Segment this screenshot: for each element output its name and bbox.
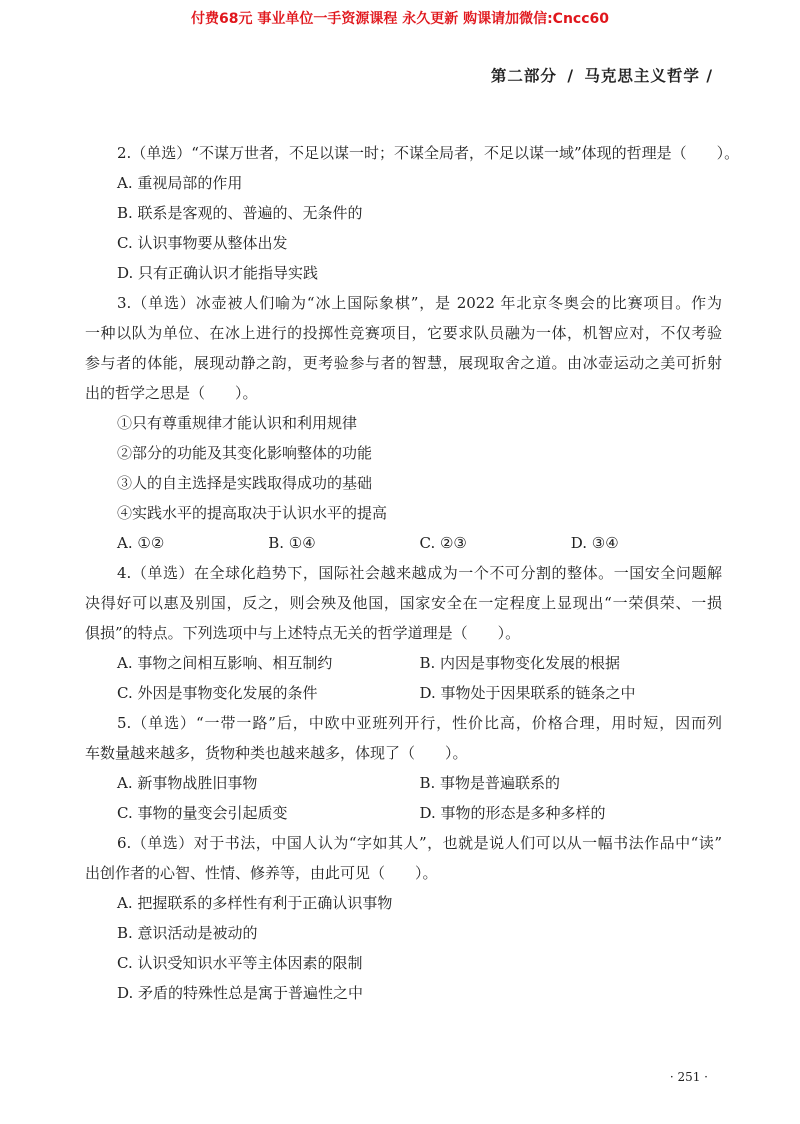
question-4 (85, 558, 722, 708)
option-row (117, 528, 722, 558)
question-stem: 2.（单选）“不谋万世者，不足以谋一时；不谋全局者，不足以谋一域”体现的哲理是（ ）。 (117, 144, 740, 162)
option-c: C. ②③ (419, 534, 467, 552)
page-number: · 251 · (669, 1070, 708, 1084)
option-d: D. 矛盾的特殊性总是寓于普遍性之中 (117, 984, 364, 1002)
question-2 (117, 138, 740, 288)
question-stem: 车数量越来越多，货物种类也越来越多，体现了（ ）。 (85, 744, 468, 762)
option-b: B. 联系是客观的、普遍的、无条件的 (117, 204, 363, 222)
question-stem: 决得好可以惠及别国，反之，则会殃及他国，国家安全在一定程度上显现出“一荣俱荣、一损 (85, 594, 722, 612)
option-row (117, 768, 722, 798)
option-b: B. ①④ (268, 534, 316, 552)
question-stem: 俱损”的特点。下列选项中与上述特点无关的哲学道理是（ ）。 (85, 624, 521, 642)
part-label: 第二部分 (490, 66, 557, 85)
statement-4: ④实践水平的提高取决于认识水平的提高 (117, 504, 388, 522)
option-d: D. 事物的形态是多种多样的 (419, 804, 606, 822)
option-row (117, 678, 722, 708)
question-stem: 6.（单选）对于书法，中国人认为“字如其人”，也就是说人们可以从一幅书法作品中“读” (117, 834, 722, 852)
option-d: D. ③④ (570, 534, 619, 552)
statement-1: ①只有尊重规律才能认识和利用规律 (117, 414, 358, 432)
section-header (491, 64, 713, 86)
option-c: C. 事物的量变会引起质变 (117, 804, 288, 822)
question-stem: 一种以队为单位、在冰上进行的投掷性竞赛项目，它要求队员融为一体，机智应对，不仅考验 (85, 324, 722, 342)
option-a: A. 把握联系的多样性有利于正确认识事物 (117, 894, 393, 912)
statement-2: ②部分的功能及其变化影响整体的功能 (117, 444, 373, 462)
option-d: D. 只有正确认识才能指导实践 (117, 264, 319, 282)
question-5 (85, 708, 722, 828)
question-stem: 5.（单选）“一带一路”后，中欧中亚班列开行，性价比高，价格合理，用时短，因而列 (117, 714, 722, 732)
option-c: C. 外因是事物变化发展的条件 (117, 684, 318, 702)
option-c: C. 认识受知识水平等主体因素的限制 (117, 954, 363, 972)
option-a: A. 事物之间相互影响、相互制约 (117, 654, 333, 672)
watermark-banner: 付费68元 事业单位一手资源课程 永久更新 购课请加微信:Cncc60 (190, 11, 610, 27)
option-a: A. 新事物战胜旧事物 (117, 774, 258, 792)
header-separator: / (567, 66, 574, 85)
option-row (117, 648, 722, 678)
statement-3: ③人的自主选择是实践取得成功的基础 (117, 474, 373, 492)
option-c: C. 认识事物要从整体出发 (117, 234, 288, 252)
option-b: B. 意识活动是被动的 (117, 924, 258, 942)
header-trail: / (706, 66, 713, 85)
option-row (117, 798, 722, 828)
option-a: A. 重视局部的作用 (117, 174, 243, 192)
question-stem: 出创作者的心智、性情、修养等，由此可见（ ）。 (85, 864, 438, 882)
option-d: D. 事物处于因果联系的链条之中 (419, 684, 636, 702)
question-stem: 参与者的体能，展现动静之韵，更考验参与者的智慧，展现取舍之道。由冰壶运动之美可折射 (85, 354, 722, 372)
question-stem: 3.（单选）冰壶被人们喻为“冰上国际象棋”，是 2022 年北京冬奥会的比赛项目。作为 (117, 294, 722, 312)
question-list (85, 138, 740, 1008)
section-title: 马克思主义哲学 (584, 66, 700, 85)
question-stem: 4.（单选）在全球化趋势下，国际社会越来越成为一个不可分割的整体。一国安全问题解 (117, 564, 722, 582)
option-a: A. ①② (117, 534, 165, 552)
option-b: B. 事物是普遍联系的 (419, 774, 561, 792)
option-b: B. 内因是事物变化发展的根据 (419, 654, 621, 672)
question-stem: 出的哲学之思是（ ）。 (85, 384, 258, 402)
question-3 (85, 288, 722, 558)
question-6 (85, 828, 722, 1008)
